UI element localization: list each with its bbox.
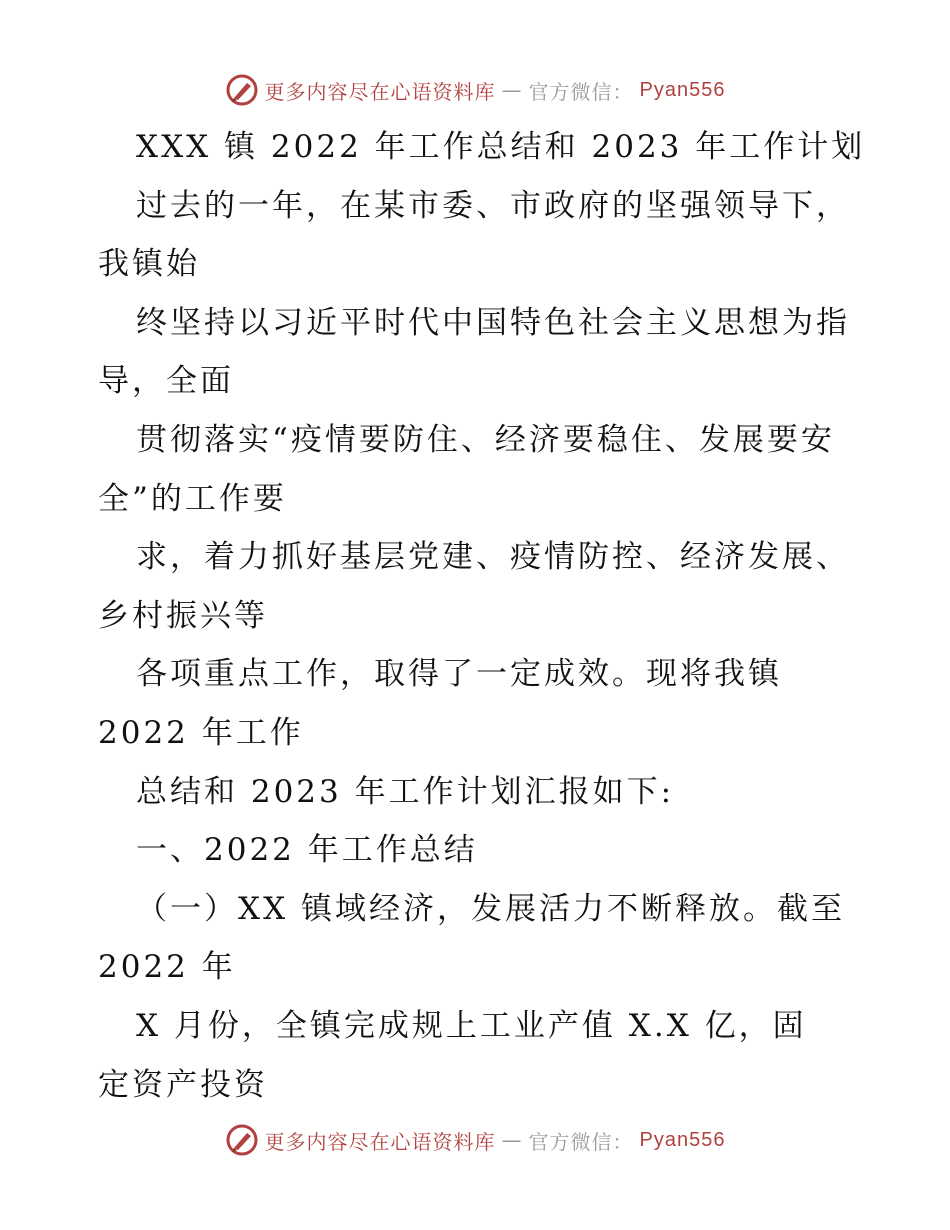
header-watermark-banner: [0, 70, 950, 110]
paragraph-line: X 月份，全镇完成规上工业产值 X.X 亿，固: [136, 1007, 807, 1044]
section-heading: 一、2022 年工作总结: [136, 832, 478, 869]
paragraph-line: 总结和 2023 年工作计划汇报如下:: [136, 773, 675, 810]
paragraph-line: 定资产投资: [98, 1066, 268, 1103]
document-title: XXX 镇 2022 年工作总结和 2023 年工作计划: [136, 129, 866, 165]
footer-wechat-id: Pyan556: [639, 1128, 726, 1151]
header-watermark-separator: —: [501, 78, 523, 102]
ink-pen-logo-icon: [225, 73, 259, 107]
paragraph-line: 2022 年工作: [98, 714, 304, 751]
paragraph-line: 乡村振兴等: [98, 597, 268, 634]
header-wechat-id: Pyan556: [639, 78, 726, 101]
paragraph-line: 终坚持以习近平时代中国特色社会主义思想为指: [136, 304, 850, 341]
header-watermark-text: 更多内容尽在心语资料库: [264, 79, 496, 104]
footer-watermark-text: 更多内容尽在心语资料库: [264, 1129, 496, 1154]
document-body: [98, 118, 866, 1114]
paragraph-line: 求，着力抓好基层党建、疫情防控、经济发展、: [136, 539, 850, 576]
footer-watermark-content: [225, 1123, 726, 1157]
paragraph-line: 全”的工作要: [98, 480, 287, 517]
footer-watermark-separator: —: [501, 1128, 523, 1152]
paragraph-line: 过去的一年，在某市委、市政府的坚强领导下，: [136, 187, 850, 224]
subsection-heading: （一）XX 镇域经济，发展活力不断释放。截至: [136, 890, 845, 927]
paragraph-line: 2022 年: [98, 949, 236, 986]
ink-pen-logo-icon: [225, 1123, 259, 1157]
header-wechat-label: 官方微信：: [528, 79, 634, 104]
header-watermark-content: [225, 73, 726, 107]
paragraph-line: 各项重点工作，取得了一定成效。现将我镇: [136, 656, 782, 693]
footer-wechat-label: 官方微信：: [528, 1129, 634, 1154]
paragraph-line: 贯彻落实“疫情要防住、经济要稳住、发展要安: [136, 421, 835, 458]
paragraph-line: 导，全面: [98, 363, 234, 400]
paragraph-line: 我镇始: [98, 246, 200, 283]
footer-watermark-banner: [0, 1120, 950, 1160]
